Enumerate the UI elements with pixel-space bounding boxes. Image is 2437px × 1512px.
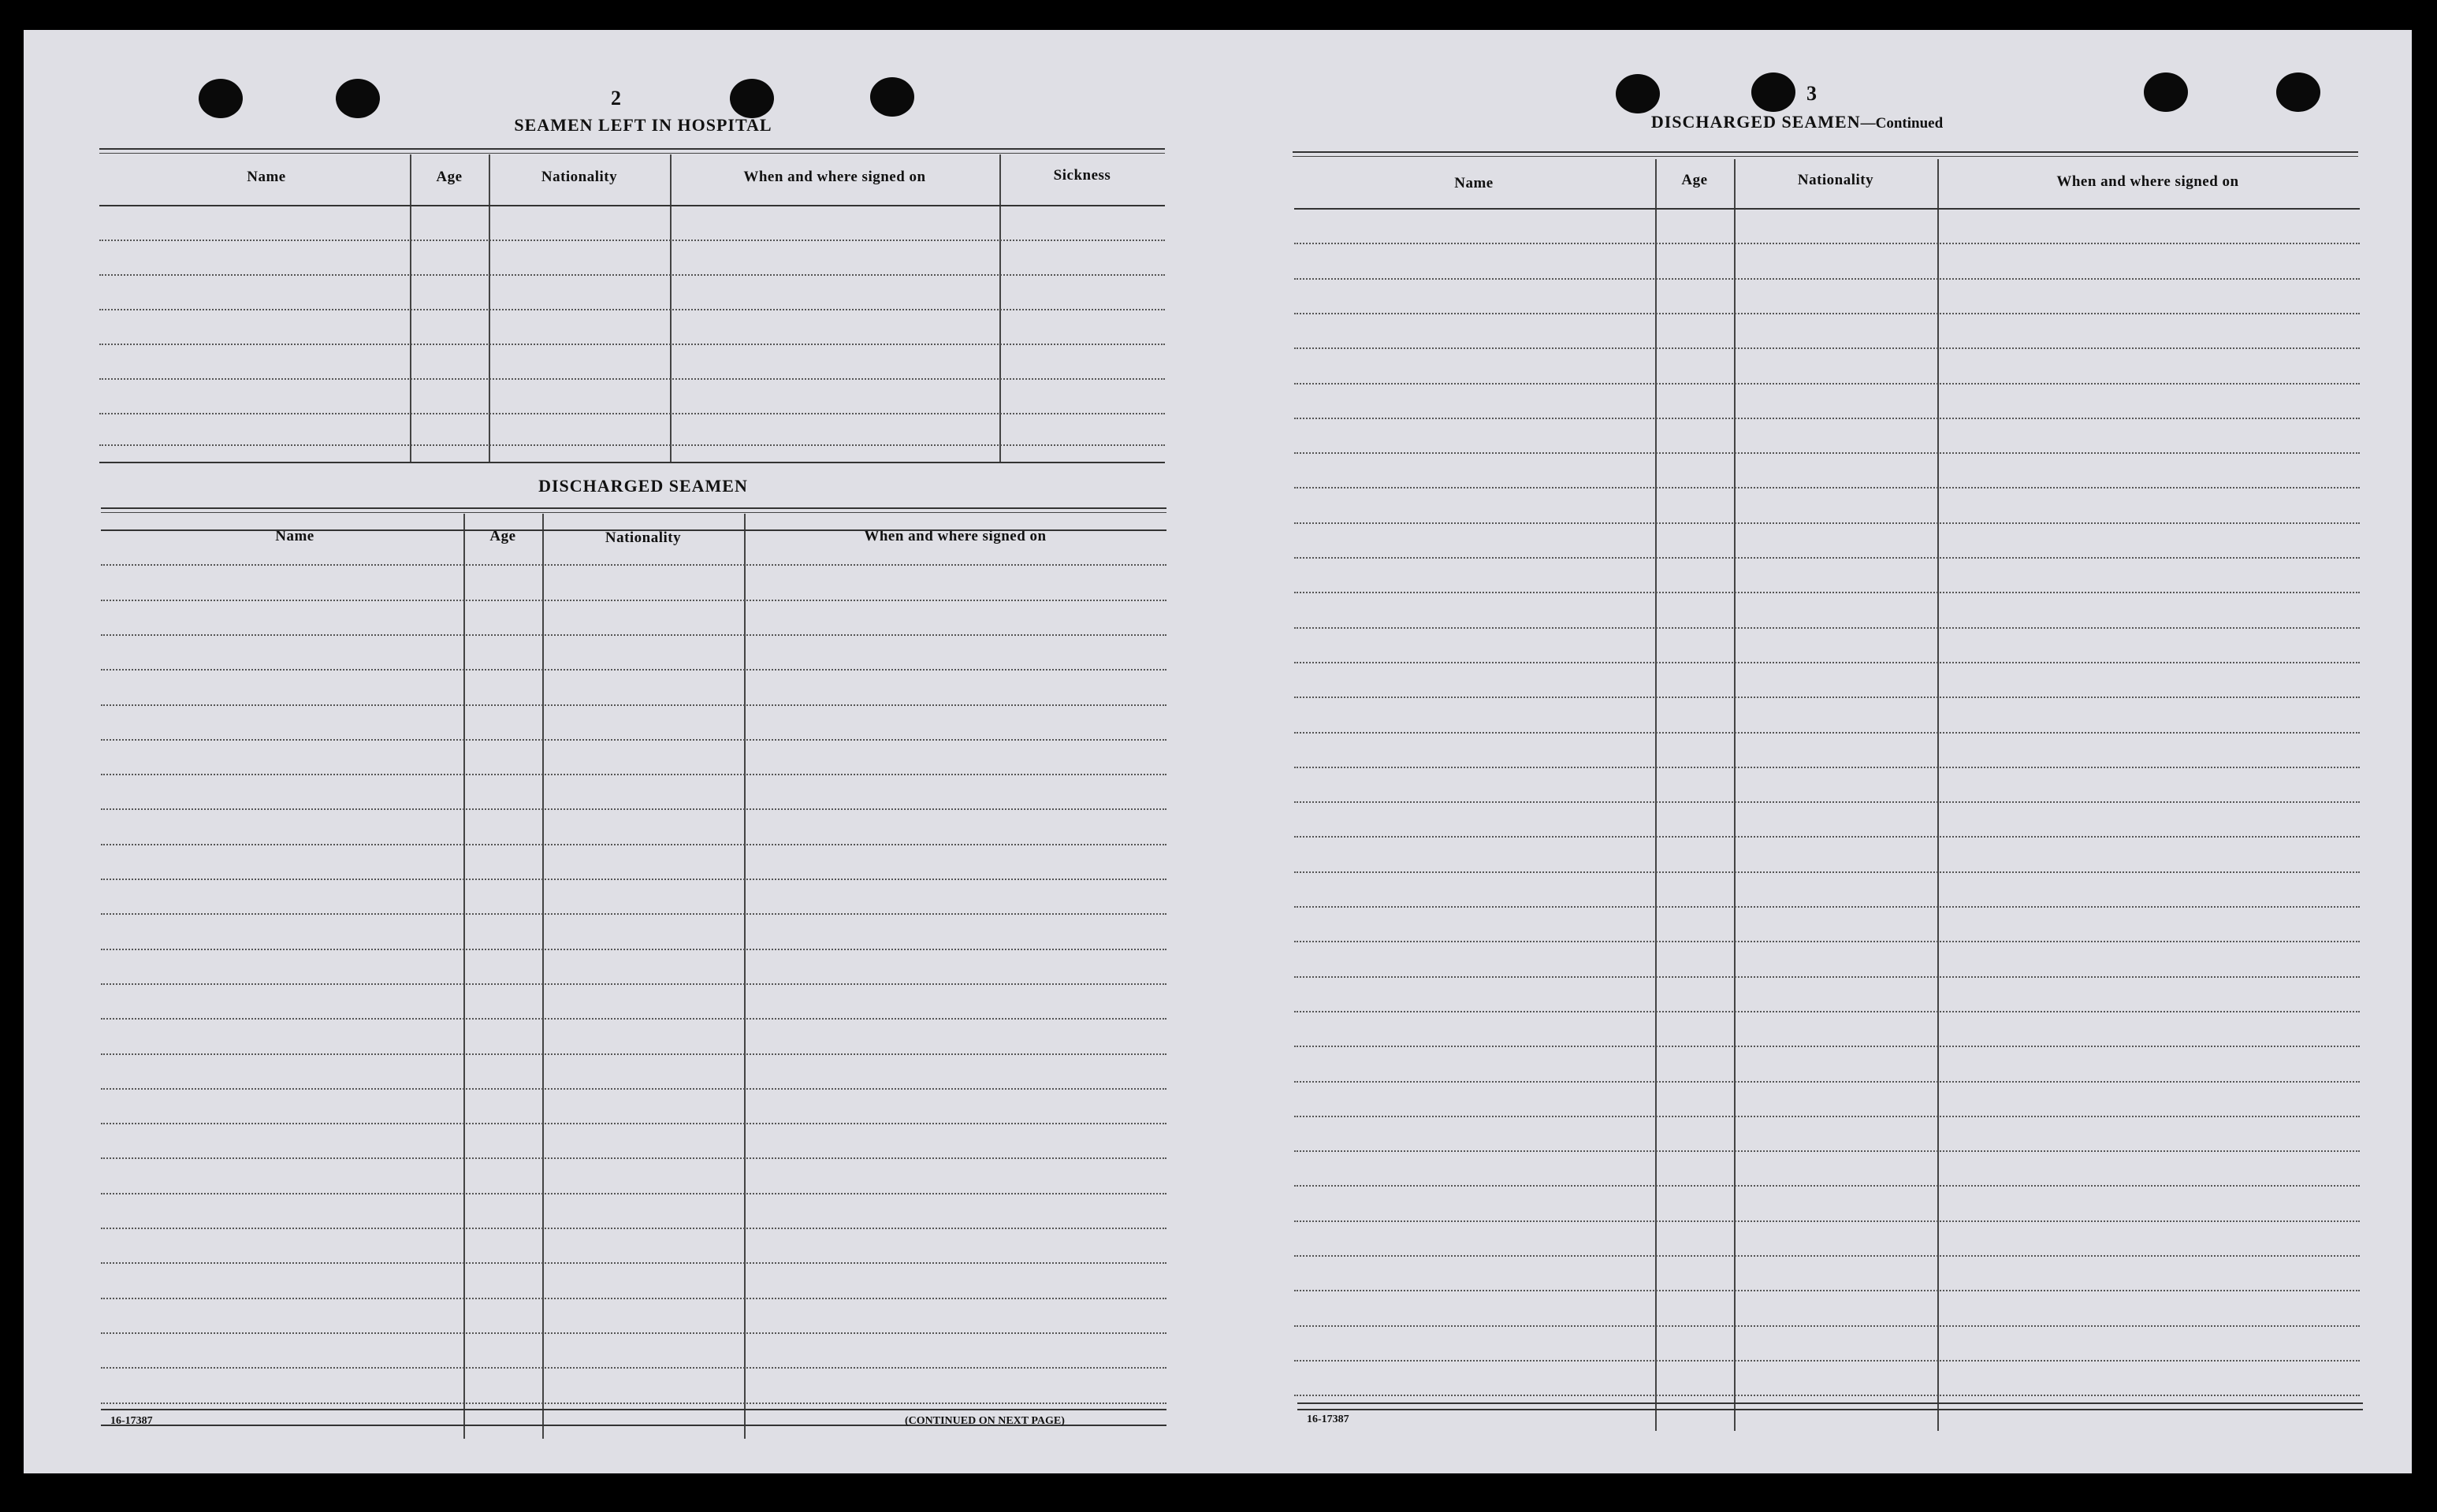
discharged-row-line: [101, 1157, 1166, 1159]
continued-note: (CONTINUED ON NEXT PAGE): [905, 1415, 1065, 1427]
punch-hole: [730, 79, 774, 118]
hospital-bottom-rule: [99, 462, 1165, 463]
continued-row-line: [1294, 976, 2360, 978]
hospital-col-name: Name: [247, 169, 286, 185]
hospital-row-line: [99, 240, 1165, 241]
discharged-col-nationality: Nationality: [605, 529, 682, 546]
page-number-left: 2: [611, 87, 621, 110]
discharged-row-line: [101, 774, 1166, 775]
discharged-row-line: [101, 1332, 1166, 1334]
discharged-col-divider: [463, 514, 465, 1439]
punch-hole: [1616, 74, 1660, 113]
hospital-col-nationality: Nationality: [541, 169, 618, 185]
hospital-col-sickness: Sickness: [1053, 167, 1111, 184]
discharged-row-line: [101, 879, 1166, 880]
continued-row-line: [1294, 557, 2360, 559]
continued-top-rule: [1293, 151, 2358, 157]
discharged-row-line: [101, 1228, 1166, 1229]
ledger-sheet: [24, 30, 2412, 1473]
continued-row-line: [1294, 732, 2360, 734]
hospital-row-line: [99, 309, 1165, 310]
hospital-section-title: SEAMEN LEFT IN HOSPITAL: [514, 115, 772, 135]
discharged-row-line: [101, 1018, 1166, 1020]
continued-col-name: Name: [1454, 175, 1494, 191]
discharged-row-line: [101, 1053, 1166, 1055]
continued-row-line: [1294, 208, 2360, 210]
discharged-row-line: [101, 983, 1166, 985]
continued-row-line: [1294, 1150, 2360, 1152]
continued-row-line: [1294, 1011, 2360, 1012]
continued-row-line: [1294, 1185, 2360, 1187]
discharged-col-signed-on: When and where signed on: [864, 528, 1047, 544]
continued-row-line: [1294, 627, 2360, 629]
discharged-col-divider: [744, 514, 746, 1439]
continued-row-line: [1294, 418, 2360, 419]
hospital-header-rule: [99, 205, 1165, 206]
continued-row-line: [1294, 836, 2360, 838]
discharged-row-line: [101, 1402, 1166, 1404]
continued-row-line: [1294, 1081, 2360, 1083]
continued-row-line: [1294, 1255, 2360, 1257]
page-number-right: 3: [1806, 82, 1817, 105]
discharged-continued-title-main: DISCHARGED SEAMEN: [1650, 112, 1861, 132]
continued-col-age: Age: [1681, 172, 1708, 188]
discharged-continued-title-suffix: —Continued: [1860, 115, 1944, 132]
continued-col-signed-on: When and where signed on: [2056, 173, 2239, 190]
continued-row-line: [1294, 871, 2360, 873]
continued-row-line: [1294, 452, 2360, 454]
punch-hole: [870, 77, 914, 117]
discharged-continued-title: [1584, 112, 2010, 132]
continued-col-divider: [1655, 159, 1657, 1431]
discharged-row-line: [101, 844, 1166, 845]
discharged-row-line: [101, 808, 1166, 810]
punch-hole: [2276, 72, 2320, 112]
discharged-col-age: Age: [489, 528, 516, 544]
discharged-row-line: [101, 529, 1166, 531]
continued-row-line: [1294, 1290, 2360, 1291]
discharged-bottom-rule: [101, 1409, 1166, 1410]
form-number-left: 16-17387: [110, 1415, 153, 1427]
discharged-row-line: [101, 1193, 1166, 1194]
form-number-right: 16-17387: [1307, 1414, 1349, 1425]
continued-bottom-rule: [1297, 1402, 2363, 1404]
discharged-row-line: [101, 913, 1166, 915]
continued-bottom-rule: [1297, 1409, 2363, 1410]
continued-row-line: [1294, 487, 2360, 489]
continued-row-line: [1294, 662, 2360, 663]
hospital-col-age: Age: [436, 169, 463, 185]
hospital-col-divider: [410, 154, 411, 462]
discharged-row-line: [101, 1088, 1166, 1090]
continued-row-line: [1294, 1360, 2360, 1362]
continued-row-line: [1294, 1220, 2360, 1222]
continued-row-line: [1294, 1116, 2360, 1117]
punch-hole: [1751, 72, 1795, 112]
continued-row-line: [1294, 347, 2360, 349]
continued-row-line: [1294, 383, 2360, 385]
punch-hole: [336, 79, 380, 118]
discharged-row-line: [101, 564, 1166, 566]
continued-row-line: [1294, 801, 2360, 803]
continued-row-line: [1294, 1395, 2360, 1396]
continued-row-line: [1294, 1325, 2360, 1327]
discharged-row-line: [101, 704, 1166, 706]
discharged-row-line: [101, 600, 1166, 601]
discharged-row-line: [101, 1262, 1166, 1264]
continued-row-line: [1294, 592, 2360, 593]
continued-row-line: [1294, 906, 2360, 908]
discharged-row-line: [101, 949, 1166, 950]
hospital-col-divider: [999, 154, 1001, 462]
discharged-section-title: DISCHARGED SEAMEN: [538, 476, 748, 496]
discharged-top-rule: [101, 507, 1166, 513]
continued-row-line: [1294, 522, 2360, 524]
discharged-row-line: [101, 634, 1166, 636]
continued-row-line: [1294, 278, 2360, 280]
hospital-row-line: [99, 344, 1165, 345]
continued-col-divider: [1734, 159, 1736, 1431]
hospital-row-line: [99, 413, 1165, 414]
continued-row-line: [1294, 313, 2360, 314]
hospital-col-signed-on: When and where signed on: [743, 169, 926, 185]
punch-hole: [199, 79, 243, 118]
discharged-row-line: [101, 1123, 1166, 1124]
hospital-col-divider: [489, 154, 490, 462]
discharged-row-line: [101, 739, 1166, 741]
hospital-top-rule: [99, 148, 1165, 154]
hospital-col-divider: [670, 154, 672, 462]
continued-row-line: [1294, 767, 2360, 768]
discharged-row-line: [101, 1298, 1166, 1299]
continued-col-nationality: Nationality: [1797, 172, 1874, 188]
continued-row-line: [1294, 1046, 2360, 1047]
discharged-col-divider: [542, 514, 544, 1439]
hospital-row-line: [99, 378, 1165, 380]
continued-row-line: [1294, 243, 2360, 244]
hospital-row-line: [99, 444, 1165, 446]
discharged-row-line: [101, 669, 1166, 671]
continued-row-line: [1294, 941, 2360, 942]
punch-hole: [2144, 72, 2188, 112]
discharged-row-line: [101, 1367, 1166, 1369]
continued-row-line: [1294, 697, 2360, 698]
continued-col-divider: [1937, 159, 1939, 1431]
discharged-col-name: Name: [275, 528, 314, 544]
hospital-row-line: [99, 274, 1165, 276]
